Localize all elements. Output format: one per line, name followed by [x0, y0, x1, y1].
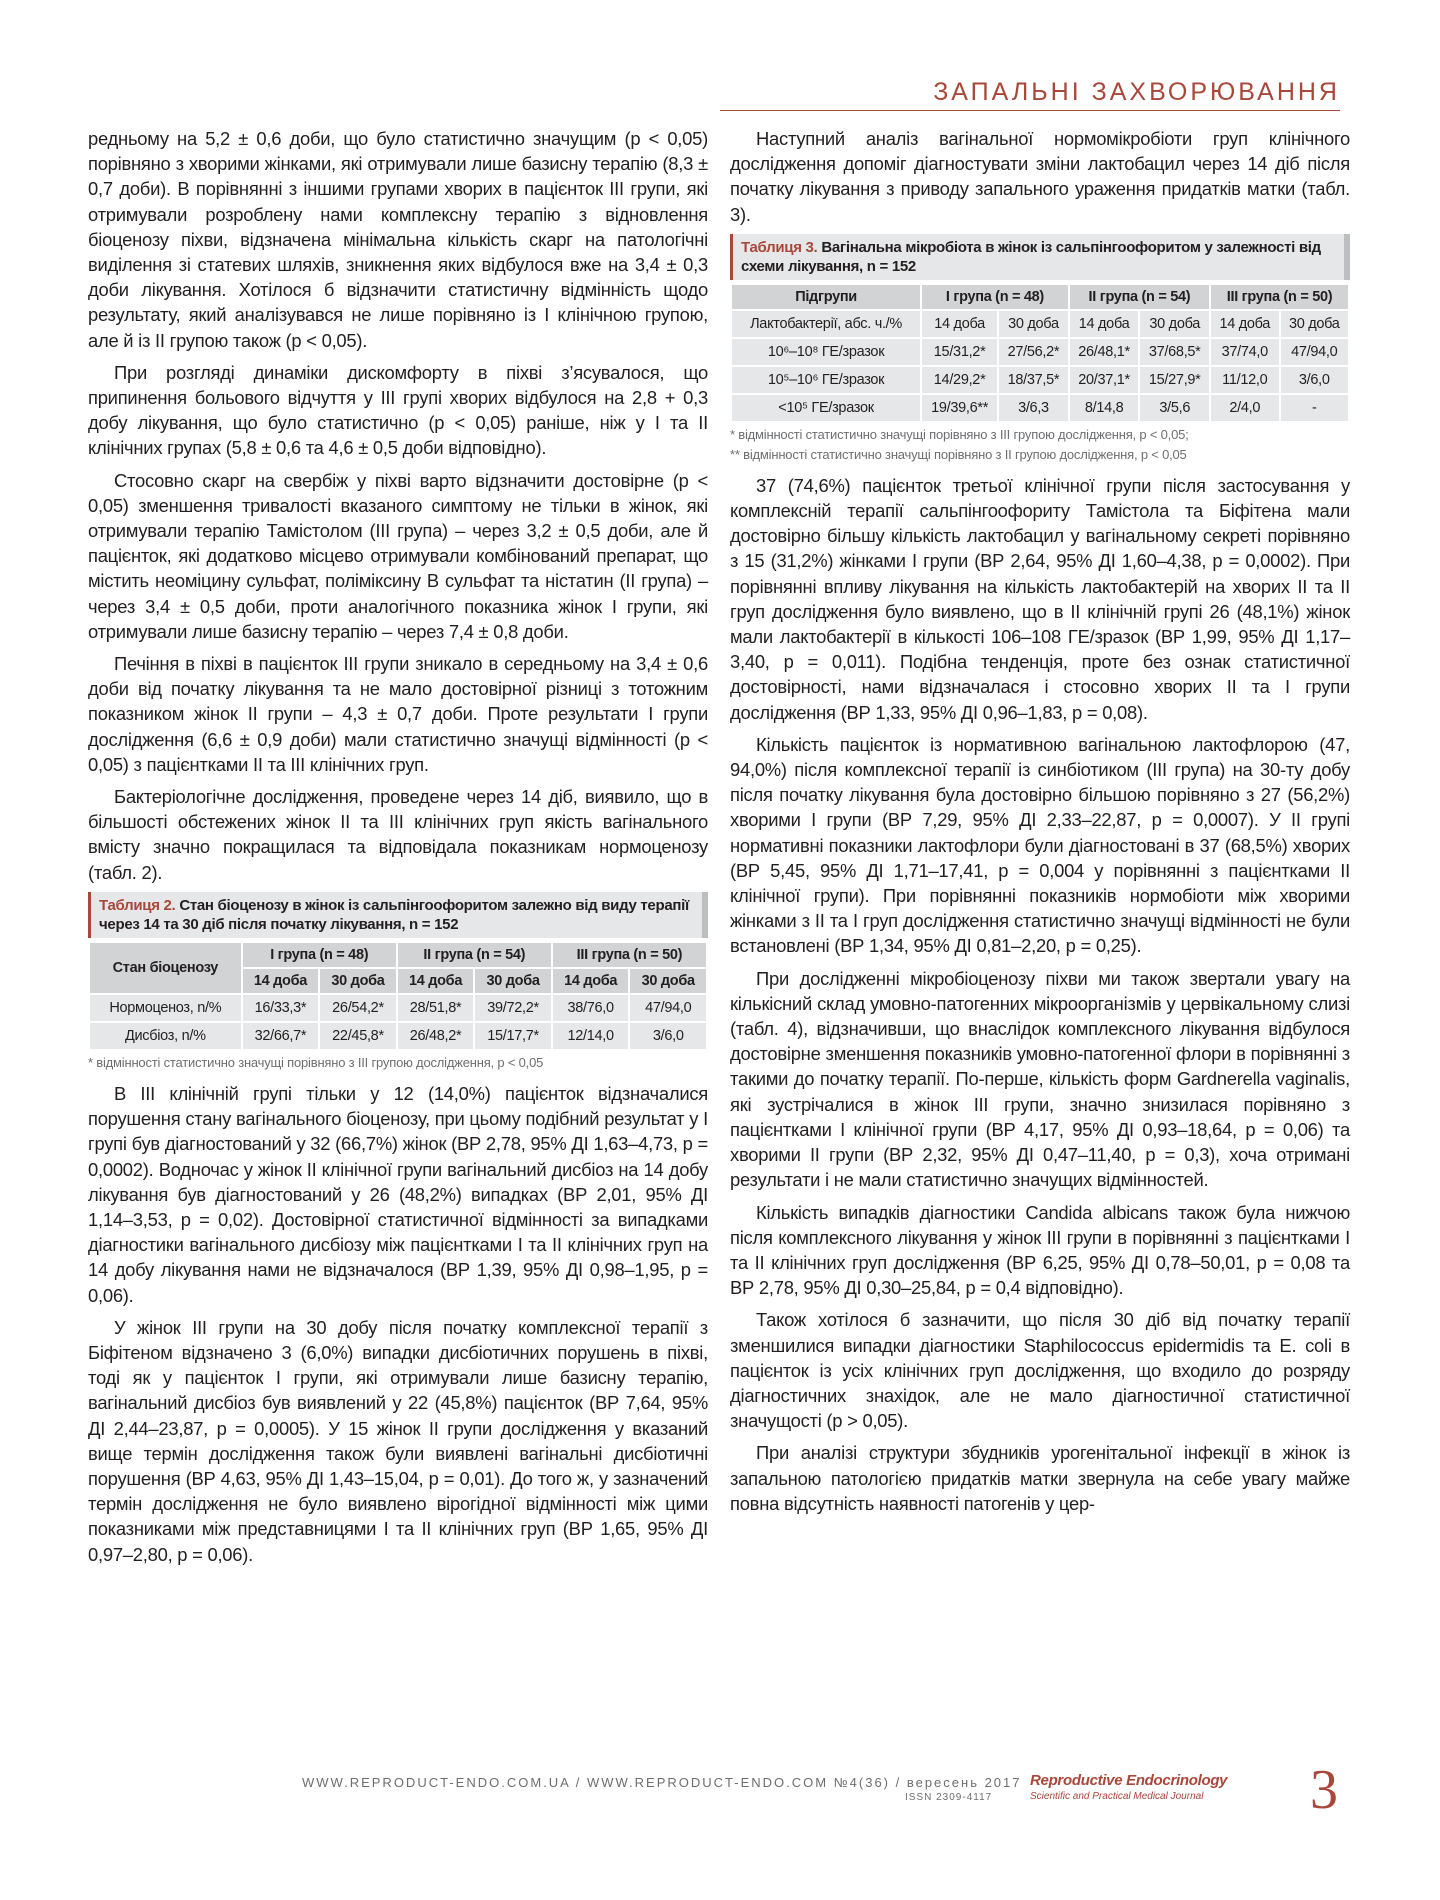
- table-cell: 15/17,7*: [475, 1023, 551, 1049]
- column-header: І група (n = 48): [922, 285, 1068, 309]
- table-cell: 37/74,0: [1211, 339, 1278, 365]
- paragraph: редньому на 5,2 ± 0,6 доби, що було статистично значущим (p < 0,05) порівняно з хворими жінками, які отримували лише базисну терапію (8,3 ± 0,7 доби). В порівнянні з іншими групами хворих в пацієнток ІІІ групи, які отримували розроблену нами комплексну терапію з відновлення біоценозу піхви, відзначена мінімальна кількість скарг на патологічні виділення зі статевих шляхів, зникнення яких відбулося вже на 3,4 ± 0,3 доби лікування. Хотілося б відзначити статистичну відмінність щодо результату, який аналізувався не лише порівняно із І клінічною групою, але й із ІІ групою також (p < 0,05).: [88, 128, 708, 351]
- journal-subtitle: Scientific and Practical Medical Journal: [1030, 1791, 1204, 1802]
- table-cell: 2/4,0: [1211, 395, 1278, 421]
- column-subheader: 30 доба: [1140, 311, 1209, 337]
- data-table: [730, 283, 1350, 423]
- table-cell: 15/27,9*: [1140, 367, 1209, 393]
- table-3: [730, 234, 1350, 463]
- row-label: <10⁵ ГЕ/зразок: [732, 395, 920, 421]
- column-header: ІІІ група (n = 50): [1211, 285, 1348, 309]
- table-cell: 14/29,2*: [922, 367, 997, 393]
- table-title: Вагінальна мікробіота в жінок із сальпінгоофоритом у залежності від схеми лікування, n = 152: [741, 238, 1321, 275]
- table-cell: 47/94,0: [630, 995, 706, 1021]
- paragraph: Стосовно скарг на свербіж у піхві варто відзначити достовірне (p < 0,05) зменшення тривалості вказаного симптому не тільки в жінок, які отримували терапію Тамістолом (ІІІ група) – через 3,2 ± 0,5 доби, але й пацієнток, які додатково місцево отримували комбінований препарат, що містить неоміцину сульфат, поліміксину В сульфат та ністатин (ІІ група) – через 3,4 ± 0,5 доби, проти аналогічного показника жінок І групи, які отримували лише базисну терапію – через 7,4 ± 0,8 доби.: [88, 469, 708, 642]
- page-number: 3: [1310, 1759, 1338, 1821]
- row-label: Нормоценоз, n/%: [90, 995, 241, 1021]
- table-cell: 37/68,5*: [1140, 339, 1209, 365]
- column-subheader: 14 доба: [1070, 311, 1139, 337]
- paragraph: Печіння в піхві в пацієнток ІІІ групи зникало в середньому на 3,4 ± 0,6 доби від початку лікування та не мало достовірної різниці з тотожним показником жінок ІІ групи – 4,3 ± 0,7 доби. Проте результати І групи дослідження (6,6 ± 0,9 доби) мали статистично значущі відмінності (p < 0,05) з пацієнтками ІІ та ІІІ клінічних груп.: [88, 653, 708, 775]
- paragraph: В ІІІ клінічній групі тільки у 12 (14,0%) пацієнток відзначалися порушення стану вагінального біоценозу, при цьому подібний результат у І групі був діагностований у 32 (66,7%) жінок (ВР 2,78, 95% ДІ 1,63–4,73, p = 0,0002). Водночас у жінок ІІ клінічної групи вагінальний дисбіоз на 14 добу лікування був діагностований у 26 (48,2%) випадках (ВР 2,01, 95% ДІ 1,14–3,53, p = 0,02). Достовірної статистичної відмінності за випадками діагностики вагінального дисбіозу між пацієнтками І та ІІ клінічних груп на 14 добу лікування нами не відзначалося (ВР 1,39, 95% ДІ 0,98–1,95, p = 0,06).: [88, 1082, 708, 1306]
- table-row: [90, 1023, 706, 1049]
- column-subheader: 30 доба: [630, 969, 706, 993]
- row-label: 10⁶–10⁸ ГЕ/зразок: [732, 339, 920, 365]
- paragraph: 37 (74,6%) пацієнток третьої клінічної групи після застосування у комплексній терапії сальпінгоофориту Тамістола та Біфітена мали достовірно більшу кількість лактобацил у вагінальному секреті порівняно з 15 (31,2%) жінками І групи (ВР 2,64, 95% ДІ 1,60–4,38, p = 0,0002). При порівнянні впливу лікування на кількість лактобактерій на хворих ІІ та ІІ груп дослідження було виявлено, що в ІІ клінічній групі 26 (48,1%) жінок мали лактобактерії в кількості 106–108 ГЕ/зразок (ВР 1,99, 95% ДІ 1,17–3,40, p = 0,011). Подібна тенденція, проте без ознак статистичної достовірності, нами відзначалася і стосовно хворих ІІ та І групи дослідження (ВР 1,33, 95% ДІ 0,96–1,83, p = 0,08).: [730, 474, 1350, 723]
- table-footnote: * відмінності статистично значущі порівняно з ІІІ групою дослідження, p < 0,05: [88, 1054, 544, 1070]
- table-row: [732, 395, 1348, 421]
- column-subheader: 30 доба: [1281, 311, 1349, 337]
- column-subheader: 14 доба: [922, 311, 997, 337]
- column-subheader: 30 доба: [320, 969, 396, 993]
- table-label: Таблиця 3.: [741, 238, 818, 256]
- paragraph: Наступний аналіз вагінальної нормомікробіоти груп клінічного дослідження допоміг діагностувати зміни лактобацил через 14 діб після початку лікування з приводу запального ураження придатків матки (табл. 3).: [730, 128, 1350, 225]
- table-cell: 22/45,8*: [320, 1023, 396, 1049]
- table-cell: 15/31,2*: [922, 339, 997, 365]
- paragraph: Кількість пацієнток із нормативною вагінальною лактофлорою (47, 94,0%) після комплексної терапії із синбіотиком (ІІІ група) на 30-ту добу після початку лікування була достовірно більшою порівняно з 27 (56,2%) хворими І групи (ВР 7,29, 95% ДІ 2,33–22,87, p = 0,0007). У ІІ групі нормативні показники лактофлори були діагностовані в 37 (68,5%) хворих (ВР 5,45, 95% ДІ 1,71–17,41, p = 0,004 у порівнянні з пацієнтками ІІ клінічної групи). При порівнянні показників нормобіоти між хворими жінками з ІІ та І груп дослідження статистично значущі відмінності не були встановлені (ВР 1,34, 95% ДІ 0,81–2,20, p = 0,25).: [730, 733, 1350, 957]
- column-header: ІІ група (n = 54): [1070, 285, 1209, 309]
- column-subheader: 14 доба: [243, 969, 319, 993]
- paragraph: У жінок ІІІ групи на 30 добу після початку комплексної терапії з Біфітеном відзначено 3 (6,0%) випадки дисбіотичних порушень в піхві, тоді як у пацієнток І групи, які отримували лише базисну терапію, вагінальний дисбіоз був виявлений у 22 (45,8%) пацієнток (ВР 7,64, 95% ДІ 2,44–23,87, p = 0,0005). У 15 жінок ІІ групи дослідження у вказаний вище термін дослідження також були виявлені вагінальні дисбіотичні порушення (ВР 4,63, 95% ДІ 1,43–15,04, p = 0,01). До того ж, у зазначений термін дослідження не було виявлено вірогідної відмінності між цими показниками між представницями І та ІІ клінічних груп (ВР 1,65, 95% ДІ 0,97–2,80, p = 0,06).: [88, 1316, 708, 1565]
- section-divider: [720, 110, 1340, 111]
- table-footnote: ** відмінності статистично значущі порівняно з ІІ групою дослідження, p < 0,05: [730, 446, 1187, 462]
- table-cell: 12/14,0: [553, 1023, 629, 1049]
- table-cell: 28/51,8*: [398, 995, 474, 1021]
- paragraph: Бактеріологічне дослідження, проведене через 14 діб, виявило, що в більшості обстежених жінок ІІ та ІІІ клінічних груп якість вагінального вмісту значно покращилася та відповідала показникам нормоценозу (табл. 2).: [88, 786, 708, 883]
- table-label: Таблиця 2.: [99, 896, 176, 914]
- paragraph: При дослідженні мікробіоценозу піхви ми також звертали увагу на кількісний склад умовно-патогенних мікроорганізмів у цервікальному слизі (табл. 4), відзначивши, що внаслідок комплексного лікування відбулося достовірне зменшення показників умовно-патогенної флори в порівнянні з такими до початку терапії. По-перше, кількість форм Gardnerella vaginalis, які зустрічалися в жінок ІІІ групи, значно знизилася порівняно з пацієнтками І клінічної групи (ВР 4,17, 95% ДІ 0,93–18,64, p = 0,06) та хворими ІІ групи (ВР 2,32, 95% ДІ 0,47–11,40, p = 0,3), хоча отримані результати і не мали статистично значущих відмінностей.: [730, 967, 1350, 1191]
- table-row: [732, 339, 1348, 365]
- page-footer: [0, 1759, 1440, 1832]
- section-title: ЗАПАЛЬНІ ЗАХВОРЮВАННЯ: [933, 78, 1340, 106]
- table-cell: 47/94,0: [1281, 339, 1349, 365]
- table-cell: 26/54,2*: [320, 995, 396, 1021]
- table-cell: 27/56,2*: [999, 339, 1068, 365]
- table-2: [88, 892, 708, 1071]
- column-subheader: 14 доба: [1211, 311, 1278, 337]
- table-cell: 3/6,3: [999, 395, 1068, 421]
- table-cell: 39/72,2*: [475, 995, 551, 1021]
- column-subheader: 14 доба: [553, 969, 629, 993]
- table-cell: 26/48,1*: [1070, 339, 1139, 365]
- column-header: Стан біоценозу: [90, 943, 241, 993]
- table-cell: 19/39,6**: [922, 395, 997, 421]
- row-label: Лактобактерії, абс. ч./%: [732, 311, 920, 337]
- table-caption: [88, 892, 708, 938]
- column-subheader: 14 доба: [398, 969, 474, 993]
- column-header: ІІІ група (n = 50): [553, 943, 706, 967]
- right-column: [730, 126, 1350, 1523]
- table-cell: 38/76,0: [553, 995, 629, 1021]
- table-footnote: * відмінності статистично значущі порівняно з ІІІ групою дослідження, p < 0,05;: [730, 426, 1189, 442]
- paragraph: Також хотілося б зазначити, що після 30 діб від початку терапії зменшилися випадки діагностики Staphilococcus epidermidis та E. coli в пацієнток із усіх клінічних груп дослідження, що входило до розряду діагностичних знахідок, але не мало діагностичної статистичної значущості (p > 0,05).: [730, 1309, 1350, 1432]
- table-cell: 3/6,0: [1281, 367, 1349, 393]
- table-row: [732, 367, 1348, 393]
- table-cell: 3/5,6: [1140, 395, 1209, 421]
- journal-logo: Reproductive Endocrinology: [1030, 1772, 1228, 1789]
- row-label: Дисбіоз, n/%: [90, 1023, 241, 1049]
- row-label: 10⁵–10⁶ ГЕ/зразок: [732, 367, 920, 393]
- table-row: [90, 995, 706, 1021]
- table-cell: 26/48,2*: [398, 1023, 474, 1049]
- column-subheader: 30 доба: [475, 969, 551, 993]
- table-cell: -: [1281, 395, 1349, 421]
- table-cell: 11/12,0: [1211, 367, 1278, 393]
- paragraph: При аналізі структури збудників урогенітальної інфекції в жінок із запальною патологією придатків матки звернула на себе увагу майже повна відсутність наявності патогенів у цер-: [730, 1442, 1350, 1514]
- footer-websites: WWW.REPRODUCT-ENDO.COM.UA / WWW.REPRODUCT-ENDO.COM №4(36) / вересень 2017: [302, 1775, 1022, 1790]
- table-title: Стан біоценозу в жінок із сальпінгоофоритом залежно від виду терапії через 14 та 30 діб після початку лікування, n = 152: [99, 896, 689, 933]
- data-table: [88, 941, 708, 1051]
- paragraph: Кількість випадків діагностики Candida albicans також була нижчою після комплексного лікування у жінок ІІІ групи в порівнянні з пацієнтками І та ІІ клінічних груп дослідження (ВР 6,25, 95% ДІ 0,78–50,01, p = 0,08 та ВР 2,78, 95% ДІ 0,30–25,84, p = 0,4 відповідно).: [730, 1201, 1350, 1299]
- table-cell: 20/37,1*: [1070, 367, 1139, 393]
- table-cell: 16/33,3*: [243, 995, 319, 1021]
- table-cell: 8/14,8: [1070, 395, 1139, 421]
- column-subheader: 30 доба: [999, 311, 1068, 337]
- column-header: І група (n = 48): [243, 943, 396, 967]
- column-header: Підгрупи: [732, 285, 920, 309]
- footer-issn: ISSN 2309-4117: [905, 1792, 993, 1803]
- table-cell: 3/6,0: [630, 1023, 706, 1049]
- column-header: ІІ група (n = 54): [398, 943, 551, 967]
- table-cell: 32/66,7*: [243, 1023, 319, 1049]
- table-cell: 18/37,5*: [999, 367, 1068, 393]
- paragraph: При розгляді динаміки дискомфорту в піхві з’ясувалося, що припинення больового відчуття у ІІІ групі хворих відбулося на 2,8 + 0,3 добу лікування, що було статистично (p < 0,05) раніше, ніж у І та ІІ клінічних групах (5,8 ± 0,6 та 4,6 ± 0,5 доби відповідно).: [88, 361, 708, 459]
- table-caption: [730, 234, 1350, 280]
- left-column: [88, 126, 708, 1574]
